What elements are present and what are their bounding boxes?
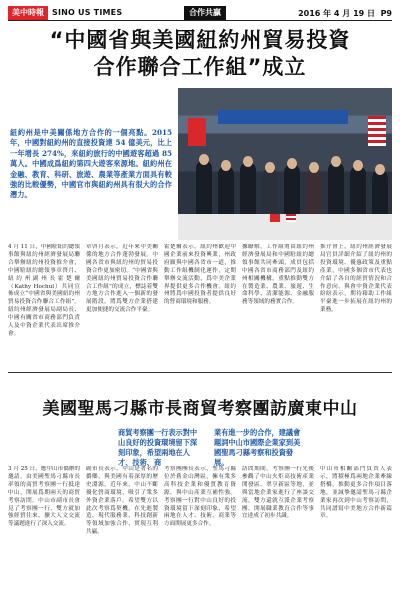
us-flag xyxy=(368,116,386,146)
publication-name: SINO US TIMES xyxy=(52,8,123,17)
article2-column-5: 中山市相關部門負責人表示，將積極爲兩地企業牽線搭橋，推動更多合作項目落地，並誠摯邀請聖馬刁縣企業家再次到中山考察訪問，共同譜寫中美地方合作新篇章。 xyxy=(320,466,392,520)
article2-column-2: 副市長表示，中山是著名的僑鄉，與美國有着深厚的歷史淵源。近年來，中山不斷優化營商環境，吸引了衆多外資企業落戶。希望雙方以此次考察爲契機，在先進製造、現代服務業、科技創新等領域加強合作，實現互利共贏。 xyxy=(86,466,158,536)
article2-subhead-right: 業有進一步的合作，建議會題詞中山市國際企業家到美國聖馬刁縣考察和投資發展。 xyxy=(214,428,301,467)
page-number: P9 xyxy=(380,9,392,18)
issue-date: 2016 年 4 月 19 日 P9 xyxy=(298,9,392,18)
publication-logo: 美中時報 xyxy=(8,6,48,20)
article2-column-1: 3 月 25 日，應中山市僑辦的邀請，由美國聖馬刁縣市長率領的商貿考察團一行抵達中山，開展爲期兩天的商貿考察訪問。中山市副市長會見了考察團一行，雙方就加強經貿往來、擴大人文交流等議題進行了深入交流。 xyxy=(8,466,80,528)
article1-column-3: 霍楚爾表示，紐約州歡迎中國企業前來投資興業，州政府願與中國各省市一道，推動工作組機制化運作，定期舉辦交流活動，爲中美企業界提供更多合作機會。紐約州將爲中國投資者提供良好的營商環境和服務。 xyxy=(164,244,236,306)
article1-headline-line2: 合作聯合工作組”成立 xyxy=(93,55,307,79)
china-flag xyxy=(188,118,206,146)
article1-column-1: 4 月 11 日，中國駐紐約總領事館與紐約州經濟發展局聯合舉辦紐約州投資推介會，中國駐紐約總領事章啓月、紐約州副州長霍楚爾（Kathy Hochul）共同宣佈成立“中國省與美國紐約州貿易投資合作聯合工作組”。紐約州經濟發展局副局長、中國有關省市商務部門負責人及中資企業代表出席推介會。 xyxy=(8,244,80,337)
masthead xyxy=(8,5,392,21)
article1-column-4: 據瞭解，工作組將由紐約州經濟發展局和中國駐紐約總領事館共同牽頭，成員包括中國各省市商務部門及紐約州相關機構，重點推動雙方在製造業、農業、旅遊、生命科學、清潔能源、金融服務等領域的務實合作。 xyxy=(242,244,314,306)
section-label: 合作共贏 xyxy=(184,6,226,20)
article2-column-4: 訪問期間，考察團一行先後參觀了中山火炬高技術產業開發區、翠亨新區等地，並與當地企業家進行了座談交流。雙方還就互派企業考察團、開展職業教育合作等事宜達成了初步共識。 xyxy=(242,466,314,520)
article1-column-5: 推介會上，紐約州經濟發展局官員詳細介紹了紐約州的投資環境、優惠政策及重點產業，中國多個省市代表也介紹了各自的經貿情況和合作意向。與會中資企業代表紛紛表示，期待藉助工作組平臺進一步拓展在紐約州的業務。 xyxy=(320,244,392,314)
event-banner xyxy=(218,110,348,124)
article1-column-2: 章啓月表示，近年來中美關係的地方合作蓬勃發展。中國各省市與紐約州的貿易投資合作更加密切。“中國省與美國紐約州貿易投資合作聯合工作組”的成立，標誌着雙方地方合作進入一個新的發展階段，將爲雙方企業搭建更加便捷的交流合作平臺。 xyxy=(86,244,158,314)
article1-caption: 紐約州是中美關係地方合作的一個亮點。2015 年，中國對紐約州的直接投資達 54 億美元，比上一年增長 274%，來紐約旅行的中國遊客超過 85 萬人。中國成爲紐約第四大遊客來源地。紐約州在金融、教育、科研、旅遊、農業等產業方面具有較強的比較優勢，中國官市與紐約州具有很大的合作潛力。 xyxy=(10,128,172,200)
article1-photo xyxy=(178,88,392,240)
article2-column-3: 考察團團長表示，聖馬刁縣位於舊金山灣區，擁有衆多高科技企業和優質教育資源，與中山產業互補性強。考察團一行對中山良好的投資環境留下深刻印象，希望兩地在人才、技術、商業等方面開展更多合作。 xyxy=(164,466,236,528)
section-divider xyxy=(8,372,392,373)
article1-body xyxy=(8,244,392,366)
signing-table xyxy=(178,214,392,240)
article2-subhead-left: 商貿考察團一行表示對中山良好的投資環境留下深刻印象，希望兩地在人才、技術、商 xyxy=(118,428,198,467)
article1-headline-line1: “中國省與美國紐約州貿易投資 xyxy=(49,28,351,52)
article2-body xyxy=(8,466,392,584)
article2-headline: 美國聖馬刁縣市長商貿考察團訪廣東中山 xyxy=(42,399,358,419)
